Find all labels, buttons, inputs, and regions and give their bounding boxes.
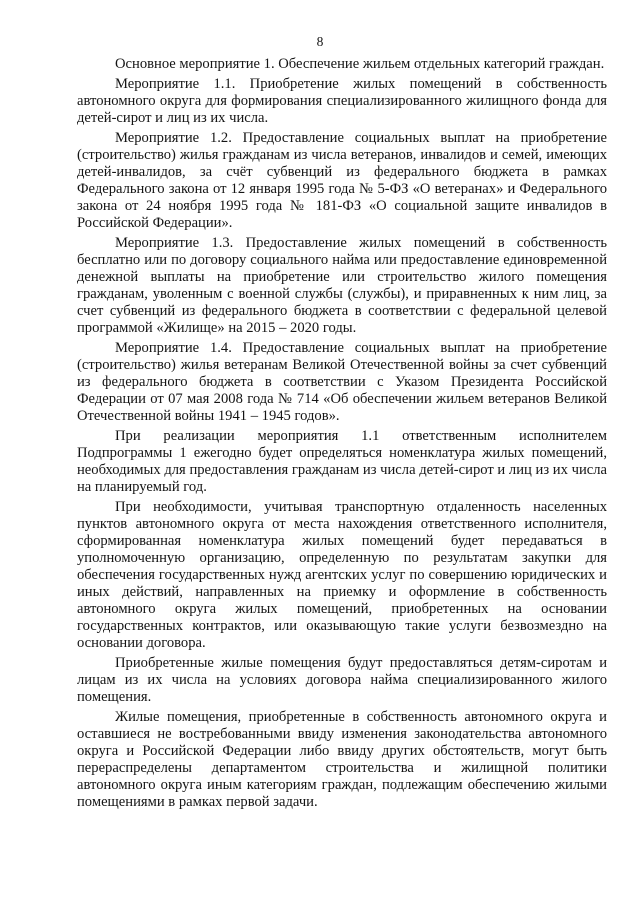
- paragraph-nomenclature: При реализации мероприятия 1.1 ответственным исполнителем Подпрограммы 1 ежегодно будет определяться номенклатура жилых помещений, необходимых для предоставления гражданам из числа детей-сирот и лиц из их числа на планируемый год.: [77, 428, 607, 495]
- paragraph-activity-1-1: Мероприятие 1.1. Приобретение жилых помещений в собственность автономного округа для формирования специализированного жилищного фонда для детей-сирот и лиц из их числа.: [77, 76, 607, 126]
- paragraph-main-activity-1: Основное мероприятие 1. Обеспечение жильем отдельных категорий граждан.: [115, 56, 605, 72]
- page-number: 8: [316, 34, 324, 49]
- paragraph-activity-1-3: Мероприятие 1.3. Предоставление жилых помещений в собственность бесплатно или по договору социального найма или предоставление единовременной денежной выплаты на приобретение или строительство жилого помещения гражданам, уволенным с военной службы (службы), и приравненных к ним лиц, за счет субвенций из федерального бюджета в соответствии с федеральной целевой программой «Жилище» на 2015 – 2020 годы.: [77, 235, 607, 336]
- paragraph-activity-1-4: Мероприятие 1.4. Предоставление социальных выплат на приобретение (строительство) жилья ветеранам Великой Отечественной войны за счет субвенций из федерального бюджета в соответствии с Указом Президента Российской Федерации от 07 мая 2008 года № 714 «Об обеспечении жильем ветеранов Великой Отечественной войны 1941 – 1945 годов».: [77, 340, 607, 424]
- paragraph-authorized-organization: При необходимости, учитывая транспортную отдаленность населенных пунктов автономного округа от места нахождения ответственного исполнителя, сформированная номенклатура жилых помещений будет передаваться в уполномоченную организацию, определенную по результатам закупки для обеспечения государственных нужд агентских услуг по совершению юридических и иных действий, направленных на приемку и оформление в собственность автономного округа жилых помещений, приобретенных на основании государственных контрактов, или оказывающую такие услуги безвозмездно на основании договора.: [77, 499, 607, 651]
- document-body: [77, 56, 607, 814]
- paragraph-activity-1-2: Мероприятие 1.2. Предоставление социальных выплат на приобретение (строительство) жилья гражданам из числа ветеранов, инвалидов и семей, имеющих детей-инвалидов, за счёт субвенций из федерального бюджета в рамках Федерального закона от 12 января 1995 года № 5-ФЗ «О ветеранах» и Федерального закона от 24 ноября 1995 года № 181-ФЗ «О социальной защите инвалидов в Российской Федерации».: [77, 130, 607, 231]
- paragraph-provision-orphans: Приобретенные жилые помещения будут предоставляться детям-сиротам и лицам из их числа на условиях договора найма специализированного жилого помещения.: [77, 655, 607, 705]
- paragraph-redistribution: Жилые помещения, приобретенные в собственность автономного округа и оставшиеся не востребованными ввиду изменения законодательства автономного округа и Российской Федерации либо ввиду других обстоятельств, могут быть перераспределены департаментом строительства и жилищной политики автономного округа иным категориям граждан, подлежащим обеспечению жилыми помещениями в рамках первой задачи.: [77, 709, 607, 810]
